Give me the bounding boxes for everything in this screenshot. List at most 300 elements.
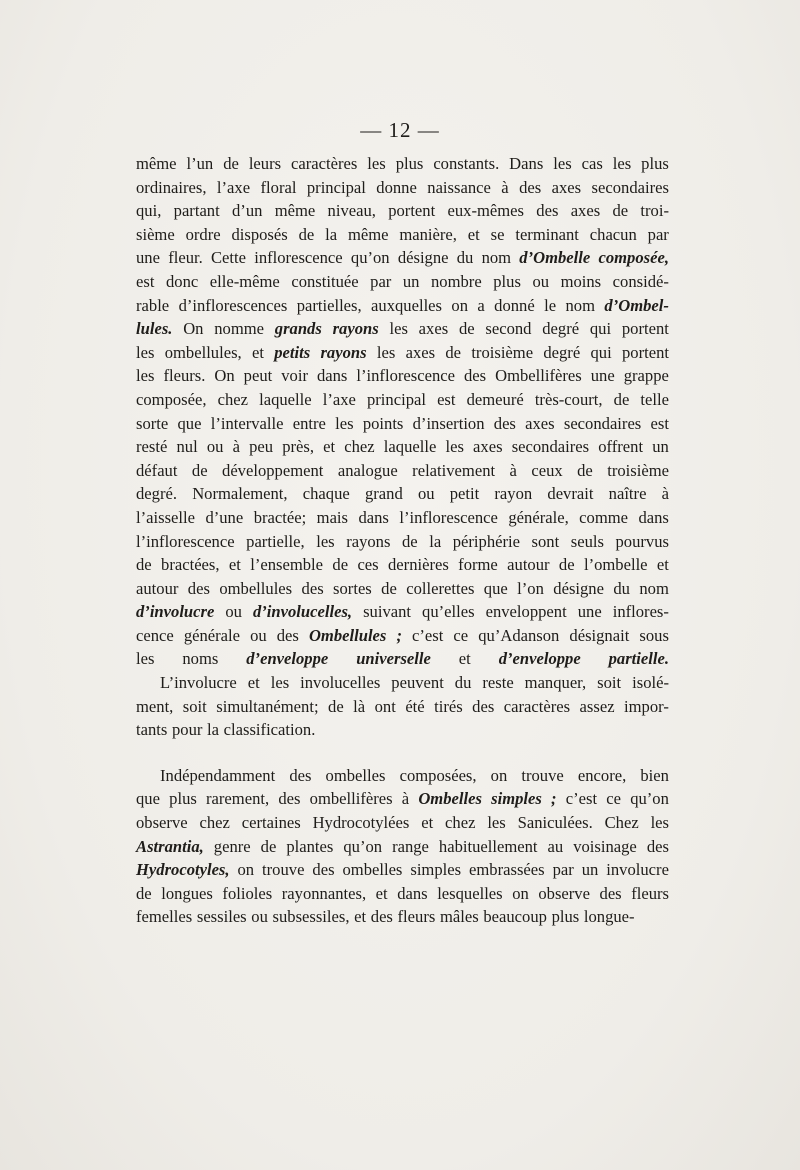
word-text: donc	[165, 271, 199, 291]
word-text: axes	[525, 413, 555, 433]
word	[613, 270, 669, 294]
text-line	[136, 388, 669, 412]
word-text: des	[370, 907, 393, 927]
word	[515, 223, 579, 247]
word	[551, 787, 557, 811]
word	[229, 553, 241, 577]
word-text: partant	[173, 201, 220, 221]
text-line	[136, 152, 669, 176]
word-text: qu’Adanson	[478, 625, 560, 645]
word	[445, 435, 463, 459]
word	[217, 176, 250, 200]
word	[640, 199, 669, 223]
word-text: une	[136, 248, 160, 268]
word-text: ment,	[136, 696, 174, 716]
word	[231, 223, 287, 247]
word	[248, 671, 260, 695]
word-text: terminant	[515, 224, 579, 244]
word-text: disposés	[231, 224, 288, 244]
word	[179, 294, 288, 318]
word	[136, 364, 154, 388]
word	[178, 412, 202, 436]
paragraph	[136, 152, 669, 671]
italic-word: d’enveloppe	[246, 649, 329, 669]
word-text: et	[251, 342, 264, 362]
word-text: désigne	[553, 578, 604, 598]
word	[388, 553, 449, 577]
word-text: comme	[579, 507, 629, 527]
word	[421, 811, 433, 835]
word-text: que	[177, 413, 202, 433]
word	[363, 412, 404, 436]
word-text: dans	[316, 366, 348, 386]
word	[356, 647, 431, 671]
word	[286, 835, 333, 859]
word-text: à	[509, 460, 517, 480]
word	[632, 671, 669, 695]
word-text: caractères	[291, 154, 358, 173]
word-text: et	[247, 673, 260, 693]
word	[261, 835, 277, 859]
word	[477, 294, 484, 318]
word	[406, 341, 436, 365]
word-text: les	[335, 413, 354, 433]
word	[376, 176, 417, 200]
word-text: rable	[136, 295, 170, 315]
word-text: portent	[621, 342, 669, 362]
word-text: plus	[169, 789, 197, 809]
word	[136, 388, 207, 412]
word	[605, 811, 639, 835]
word	[512, 435, 589, 459]
word	[136, 412, 168, 436]
word-text: plus	[641, 154, 669, 173]
word-text: et	[467, 224, 480, 244]
italic-word: petits	[274, 342, 311, 362]
word-text: l’aisselle	[136, 507, 195, 527]
word	[648, 223, 669, 247]
word-text: mâles	[439, 907, 479, 927]
word-text: troisième	[607, 460, 669, 480]
word-text: par	[647, 224, 669, 244]
word	[367, 388, 426, 412]
word	[640, 388, 669, 412]
word	[250, 624, 267, 648]
word	[197, 905, 247, 929]
word-text: enveloppent	[485, 602, 567, 622]
word-text: ombelles	[342, 860, 403, 880]
word	[491, 787, 542, 811]
word	[578, 600, 602, 624]
word-text: qu’elles	[422, 602, 475, 622]
word	[412, 459, 495, 483]
word-text: et	[354, 907, 367, 927]
word	[604, 294, 669, 318]
word-text: qu’on	[630, 789, 669, 809]
word-text: la	[207, 720, 220, 740]
word-text: eux-mêmes	[447, 201, 524, 221]
text-line	[136, 718, 669, 742]
italic-word: rayons	[320, 342, 367, 362]
word	[365, 482, 403, 506]
word	[335, 412, 353, 436]
word	[467, 388, 524, 412]
word	[333, 577, 372, 601]
word	[186, 223, 221, 247]
word	[504, 695, 570, 719]
word	[316, 530, 334, 554]
word-text: devrait	[547, 484, 594, 504]
word-text: degré	[543, 342, 581, 362]
word-text: trouve	[521, 765, 564, 785]
word-text: des	[187, 578, 210, 598]
word-text: chez	[445, 813, 476, 833]
word-text: soit	[182, 696, 207, 716]
word	[448, 199, 525, 223]
word	[161, 553, 220, 577]
word-text: de	[445, 342, 462, 362]
word	[412, 624, 443, 648]
italic-word: composée,	[598, 248, 669, 268]
word-text: au	[547, 836, 564, 856]
word	[422, 600, 475, 624]
word-text: à	[232, 437, 240, 457]
word	[303, 482, 350, 506]
word	[302, 577, 324, 601]
word	[343, 835, 382, 859]
word	[509, 152, 543, 176]
word	[328, 695, 344, 719]
word-text: l’axe	[322, 389, 356, 409]
word-text: pourvus	[615, 531, 669, 551]
word-text: de	[223, 154, 239, 173]
word-text: ombellules	[219, 578, 293, 598]
word-text: lesquelles	[437, 883, 503, 903]
text-line	[136, 600, 669, 624]
word-text: l’ensemble	[250, 555, 324, 575]
word	[353, 695, 365, 719]
word-text: second	[485, 319, 532, 339]
text-line	[136, 317, 669, 341]
word	[136, 482, 177, 506]
word	[445, 811, 475, 835]
word	[578, 764, 626, 788]
word-text: les	[136, 342, 155, 362]
word	[333, 317, 379, 341]
word	[246, 647, 328, 671]
word-text: observe	[538, 883, 590, 903]
word-text: ou	[417, 484, 435, 504]
word-text: beaucoup	[483, 907, 547, 927]
word	[293, 412, 326, 436]
word	[251, 905, 268, 929]
word	[427, 176, 491, 200]
word-text: secondaires	[563, 413, 642, 433]
word	[136, 695, 173, 719]
word-text: de	[136, 883, 152, 903]
word-text: est	[136, 271, 155, 291]
paragraph	[136, 764, 669, 929]
word	[483, 905, 547, 929]
word	[317, 506, 348, 530]
word	[582, 858, 599, 882]
word-text: genre	[213, 836, 251, 856]
word-text: soit	[597, 673, 622, 693]
text-line	[136, 858, 669, 882]
word-text: on	[490, 765, 508, 785]
word-text: cence	[136, 625, 174, 645]
word	[396, 152, 424, 176]
word	[163, 364, 205, 388]
word-text: du	[456, 248, 474, 268]
word-text: les	[553, 154, 572, 173]
text-line	[136, 435, 669, 459]
word-text: et	[375, 883, 388, 903]
text-line	[136, 341, 669, 365]
word	[609, 482, 647, 506]
word	[521, 764, 563, 788]
word	[273, 905, 350, 929]
word	[553, 858, 574, 882]
word	[405, 695, 424, 719]
word-text: constants.	[433, 154, 500, 173]
word-text: tirés	[434, 696, 463, 716]
word-text: Cette	[210, 248, 246, 268]
word-text: degré.	[136, 484, 177, 504]
word-text: l’inflorescence	[136, 531, 235, 551]
word	[160, 764, 275, 788]
word-text: de	[260, 836, 277, 856]
word-text: inflorescence	[254, 248, 343, 268]
word-text: des	[472, 696, 495, 716]
word-text: le	[544, 295, 557, 315]
text-line	[136, 695, 669, 719]
word-text: secondaires	[591, 177, 669, 197]
word-text: longues	[161, 883, 213, 903]
word-text: mais	[316, 507, 348, 527]
word	[136, 459, 177, 483]
word	[507, 553, 549, 577]
word-text: partielle,	[246, 531, 305, 551]
word-text: par	[370, 271, 392, 291]
text-line	[136, 482, 669, 506]
word-text: les	[612, 154, 632, 173]
word-text: auxquelles	[371, 295, 443, 315]
word-text: donne	[376, 177, 417, 197]
word-text: Hydrocotylées	[312, 813, 410, 833]
word	[495, 364, 582, 388]
text-line	[136, 905, 669, 929]
word	[136, 835, 204, 859]
word-text: bien	[640, 765, 669, 785]
word	[431, 270, 482, 294]
word	[381, 577, 397, 601]
word-text: constituée	[291, 271, 359, 291]
word-text: ont	[374, 696, 396, 716]
word	[613, 600, 669, 624]
word	[406, 577, 474, 601]
word-text: périphérie	[452, 531, 520, 551]
word	[508, 506, 568, 530]
word-text: est	[437, 389, 456, 409]
word-text: d’une	[205, 507, 244, 527]
word	[402, 530, 418, 554]
word	[136, 199, 161, 223]
word	[543, 341, 580, 365]
word-text: des	[493, 413, 516, 433]
word	[281, 364, 308, 388]
word	[187, 152, 214, 176]
word	[384, 435, 437, 459]
word-text: analogue	[337, 460, 398, 480]
word	[136, 787, 160, 811]
word-text: range	[392, 836, 429, 856]
word	[434, 695, 463, 719]
word-text: même	[136, 154, 177, 173]
word	[348, 223, 389, 247]
word-text: Normalement,	[192, 484, 288, 504]
word	[499, 647, 581, 671]
text-line	[136, 270, 669, 294]
italic-word: d’Ombel-	[604, 295, 669, 315]
word-text: rayonnantes,	[281, 883, 367, 903]
word	[459, 317, 475, 341]
word	[192, 482, 287, 506]
word-text: rayons	[346, 531, 391, 551]
word	[205, 506, 243, 530]
word	[592, 176, 669, 200]
word	[532, 270, 549, 294]
word-text: de	[381, 578, 397, 598]
word	[553, 577, 604, 601]
italic-word: partielle.	[608, 649, 669, 669]
word	[482, 246, 512, 270]
word	[210, 270, 280, 294]
word-text: nom	[481, 248, 512, 268]
word	[136, 624, 174, 648]
word	[376, 882, 388, 906]
word-text: l’un	[186, 154, 214, 173]
word	[216, 695, 318, 719]
word-text: ou	[251, 907, 268, 927]
word	[473, 435, 503, 459]
word	[246, 530, 305, 554]
word-text: et	[323, 437, 336, 457]
word	[136, 506, 195, 530]
word	[571, 199, 601, 223]
italic-word: d’involucelles,	[252, 602, 353, 622]
word-text: ordre	[185, 224, 221, 244]
word-text: ordinaires,	[136, 177, 207, 197]
word-text: seuls	[570, 531, 604, 551]
word	[419, 317, 449, 341]
word-text: simultanément;	[216, 696, 319, 716]
word-text: impor-	[624, 696, 669, 716]
word	[282, 882, 366, 906]
word	[354, 905, 366, 929]
word	[136, 905, 192, 929]
word	[328, 199, 376, 223]
word	[136, 223, 175, 247]
word	[223, 152, 239, 176]
word	[206, 787, 269, 811]
word	[631, 882, 669, 906]
word-text: de	[458, 319, 475, 339]
word	[136, 435, 167, 459]
word-text: considé-	[612, 271, 669, 291]
word-text: l’axe	[216, 177, 251, 197]
text-line	[136, 176, 669, 200]
word-text: noms	[182, 649, 219, 669]
word-text: même	[347, 224, 389, 244]
word-text: un	[402, 271, 420, 291]
word-text: des	[289, 765, 312, 785]
word	[582, 152, 603, 176]
word	[291, 270, 358, 294]
word	[182, 647, 218, 671]
word	[472, 695, 494, 719]
text-line	[136, 506, 669, 530]
word-text: involucelles	[300, 673, 381, 693]
word-text: chaque	[302, 484, 350, 504]
word	[174, 199, 220, 223]
word	[458, 553, 498, 577]
word-text: des	[519, 177, 542, 197]
word	[398, 905, 436, 929]
word	[519, 176, 541, 200]
word-text: floral	[260, 177, 297, 197]
word-text: de	[332, 555, 349, 575]
word-text: les	[389, 319, 408, 339]
text-line	[136, 553, 669, 577]
word	[183, 695, 207, 719]
word-text: axes	[405, 342, 436, 362]
word-text: secondaires	[511, 437, 590, 457]
word	[136, 152, 177, 176]
word	[399, 506, 498, 530]
word-text: Ombellifères	[495, 366, 582, 386]
word	[491, 764, 508, 788]
word-text: qui	[590, 342, 612, 362]
word	[591, 364, 615, 388]
word-text: elle-même	[209, 271, 280, 291]
word	[326, 764, 386, 788]
word	[136, 246, 160, 270]
word	[609, 647, 669, 671]
word	[310, 787, 393, 811]
word	[371, 905, 393, 929]
word	[172, 718, 202, 742]
word-text: a	[477, 295, 485, 315]
text-line	[136, 787, 669, 811]
word-text: caractères	[503, 696, 571, 716]
italic-word: Ombellules	[308, 625, 387, 645]
word	[647, 835, 669, 859]
word-text: troi-	[640, 201, 669, 221]
word	[161, 882, 213, 906]
word-text: et	[656, 555, 669, 575]
word-text: par	[552, 860, 574, 880]
word-text: du	[454, 673, 472, 693]
word	[249, 435, 273, 459]
word-text: l’inflorescence	[399, 507, 498, 527]
word	[607, 459, 669, 483]
word-text: donné	[494, 295, 535, 315]
word	[478, 624, 559, 648]
text-line	[136, 530, 669, 554]
word	[579, 506, 628, 530]
text-line	[136, 671, 669, 695]
